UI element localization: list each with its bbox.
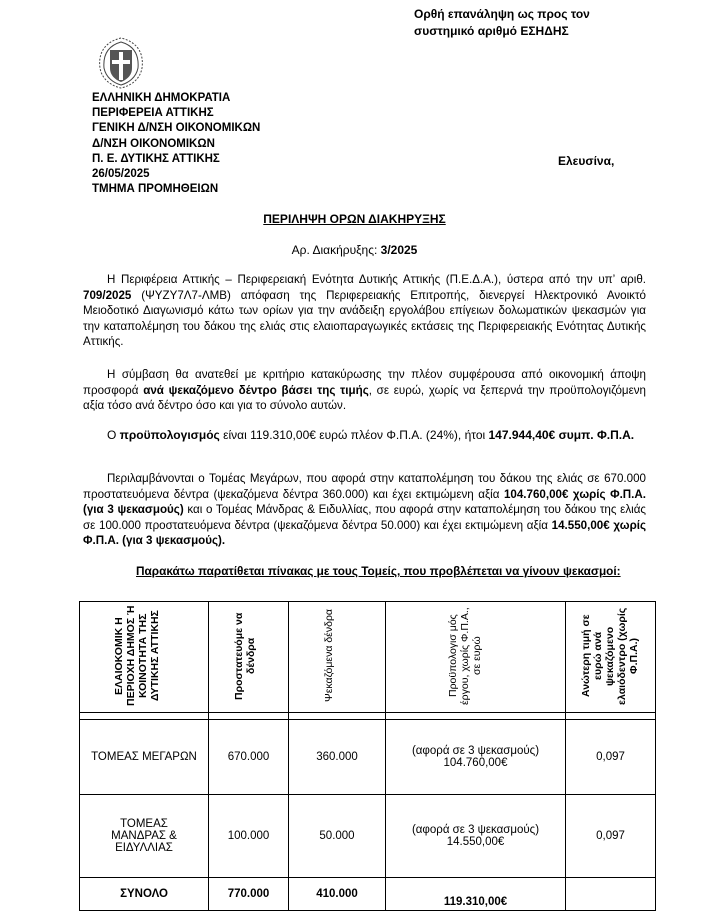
cell-budget-value: 104.760,00€ bbox=[443, 757, 508, 769]
paragraph-budget: Ο προϋπολογισμός είναι 119.310,00€ ευρώ πλέον Φ.Π.Α. (24%), ήτοι 147.944,40€ συμπ. Φ.Π.Α. bbox=[107, 428, 635, 442]
correction-line-2: συστημικό αριθμό ΕΣΗΔΗΣ bbox=[414, 24, 569, 38]
org-line: Δ/ΝΣΗ ΟΙΚΟΝΟΜΙΚΩΝ bbox=[92, 137, 215, 150]
cell-area: ΤΟΜΕΑΣ ΜΑΝΔΡΑΣ & ΕΙΔΥΛΛΙΑΣ bbox=[80, 795, 209, 878]
document-title: ΠΕΡΙΛΗΨΗ ΟΡΩΝ ΔΙΑΚΗΡΥΞΗΣ bbox=[263, 212, 446, 226]
org-line: Π. Ε. ΔΥΤΙΚΗΣ ΑΤΤΙΚΗΣ bbox=[92, 152, 220, 165]
org-line: ΓΕΝΙΚΗ Δ/ΝΣΗ ΟΙΚΟΝΟΜΙΚΩΝ bbox=[92, 122, 261, 135]
declaration-label: Αρ. Διακήρυξης: bbox=[291, 243, 381, 257]
org-line: ΕΛΛΗΝΙΚΗ ΔΗΜΟΚΡΑΤΙΑ bbox=[92, 92, 231, 104]
correction-note bbox=[414, 6, 590, 40]
greek-emblem-icon bbox=[94, 34, 148, 90]
cell-budget bbox=[386, 795, 566, 878]
cell-protected: 670.000 bbox=[209, 720, 289, 795]
cell-price: 0,097 bbox=[566, 720, 656, 795]
cell-note: (αφορά σε 3 ψεκασμούς) bbox=[411, 745, 540, 757]
cell-area: ΤΟΜΕΑΣ ΜΕΓΑΡΩΝ bbox=[80, 720, 209, 795]
table-row bbox=[80, 720, 656, 795]
cell-sprayed: 360.000 bbox=[289, 720, 386, 795]
cell-sprayed: 50.000 bbox=[289, 795, 386, 878]
correction-line-1: Ορθή επανάληψη ως προς τον bbox=[414, 7, 590, 21]
cell-budget-value: 14.550,00€ bbox=[446, 836, 505, 848]
issuing-authority bbox=[92, 91, 260, 197]
paragraph-sectors: Περιλαμβάνονται ο Τομέας Μεγάρων, που αφορά στην καταπολέμηση του δάκου της ελιάς σε 670.000 προστατευόμενα δέντρα (ψεκαζόμενα δέντρα 360.000) και έχει εκτιμώμενη αξία 104.760,00€ χωρίς Φ.Π.Α. (για 3 ψεκασμούς) και ο Τομέας Μάνδρας & Ειδυλλίας, που αφορά στην καταπολέμηση του δάκου της ελιάς σε 100.000 προστατευόμενα δέντρα (ψεκαζόμενα δέντρα 50.000) και έχει εκτιμώμενη αξία 14.550,00€ χωρίς Φ.Π.Α. (για 3 ψεκασμούς). bbox=[83, 472, 646, 548]
total-price-empty bbox=[566, 878, 656, 911]
cell-note: (αφορά σε 3 ψεκασμούς) bbox=[411, 824, 540, 836]
paragraph-intro: Η Περιφέρεια Αττικής – Περιφερειακή Ενότητα Δυτικής Αττικής (Π.Ε.Δ.Α.), ύστερα από την υπ’ αριθ. 709/2025 (ΨΥΖΥ7Λ7-ΛΜΒ) απόφαση της Περιφερειακής Επιτροπής, διενεργεί Ηλεκτρονικό Ανοικτό Μειοδοτικό Διαγωνισμό κάτω των ορίων για την ανάδειξη εργολάβου επίγειων δολωματικών ψεκασμών για την καταπολέμηση του δάκου της ελιάς στις ελαιοπαραγωγικές εκτάσεις της Περιφερειακής Ενότητας Δυτικής Αττικής. bbox=[83, 273, 646, 349]
sectors-table bbox=[79, 601, 656, 911]
table-header-row bbox=[80, 602, 656, 713]
cell-price: 0,097 bbox=[566, 795, 656, 878]
header-max-price: Ανώτερη τιμή σε ευρώ ανά ψεκαζόμενο ελαιόδεντρο (χωρίς Φ.Π.Α.) bbox=[566, 602, 656, 713]
org-line: ΤΜΗΜΑ ΠΡΟΜΗΘΕΙΩΝ bbox=[92, 183, 219, 196]
declaration-number bbox=[0, 243, 709, 257]
table-total-row bbox=[80, 878, 656, 911]
org-line: 26/05/2025 bbox=[92, 168, 150, 181]
table-spacer-row bbox=[80, 713, 656, 720]
table-row bbox=[80, 795, 656, 878]
cell-protected: 100.000 bbox=[209, 795, 289, 878]
total-budget: 119.310,00€ bbox=[386, 878, 566, 911]
city: Ελευσίνα, bbox=[558, 154, 615, 168]
declaration-value: 3/2025 bbox=[380, 243, 418, 257]
paragraph-award-criterion: Η σύμβαση θα ανατεθεί με κριτήριο κατακύρωσης την πλέον συμφέρουσα από οικονομική άποψη προσφορά ανά ψεκαζόμενο δέντρο βάσει της τιμής, σε ευρώ, χωρίς να ξεπερνά την προϋπολογιζόμενη αξία τόσο ανά δέντρο όσο και για το σύνολο αυτών. bbox=[83, 368, 647, 413]
org-line: ΠΕΡΙΦΕΡΕΙΑ ΑΤΤΙΚΗΣ bbox=[92, 107, 214, 120]
table-intro: Παρακάτω παρατίθεται πίνακας με τους Τομείς, που προβλέπεται να γίνουν ψεκασμοί: bbox=[136, 564, 621, 578]
total-sprayed: 410.000 bbox=[289, 878, 386, 911]
header-sprayed: Ψεκαζόμενα δένδρα bbox=[289, 602, 386, 713]
header-protected: Προστατευόμε να δένδρα bbox=[209, 602, 289, 713]
total-protected: 770.000 bbox=[209, 878, 289, 911]
header-budget: Προϋπολογισ μός έργου, χωρίς Φ.Π.Α., σε ευρώ bbox=[386, 602, 566, 713]
total-label: ΣΥΝΟΛΟ bbox=[80, 878, 209, 911]
cell-budget bbox=[386, 720, 566, 795]
header-area: ΕΛΑΙΟΚΟΜΙΚ Η ΠΕΡΙΟΧΗ ΔΗΜΟΣ Ή ΚΟΙΝΟΤΗΤΑ ΤΗΣ ΔΥΤΙΚΗΣ ΑΤΤΙΚΗΣ bbox=[80, 602, 209, 713]
